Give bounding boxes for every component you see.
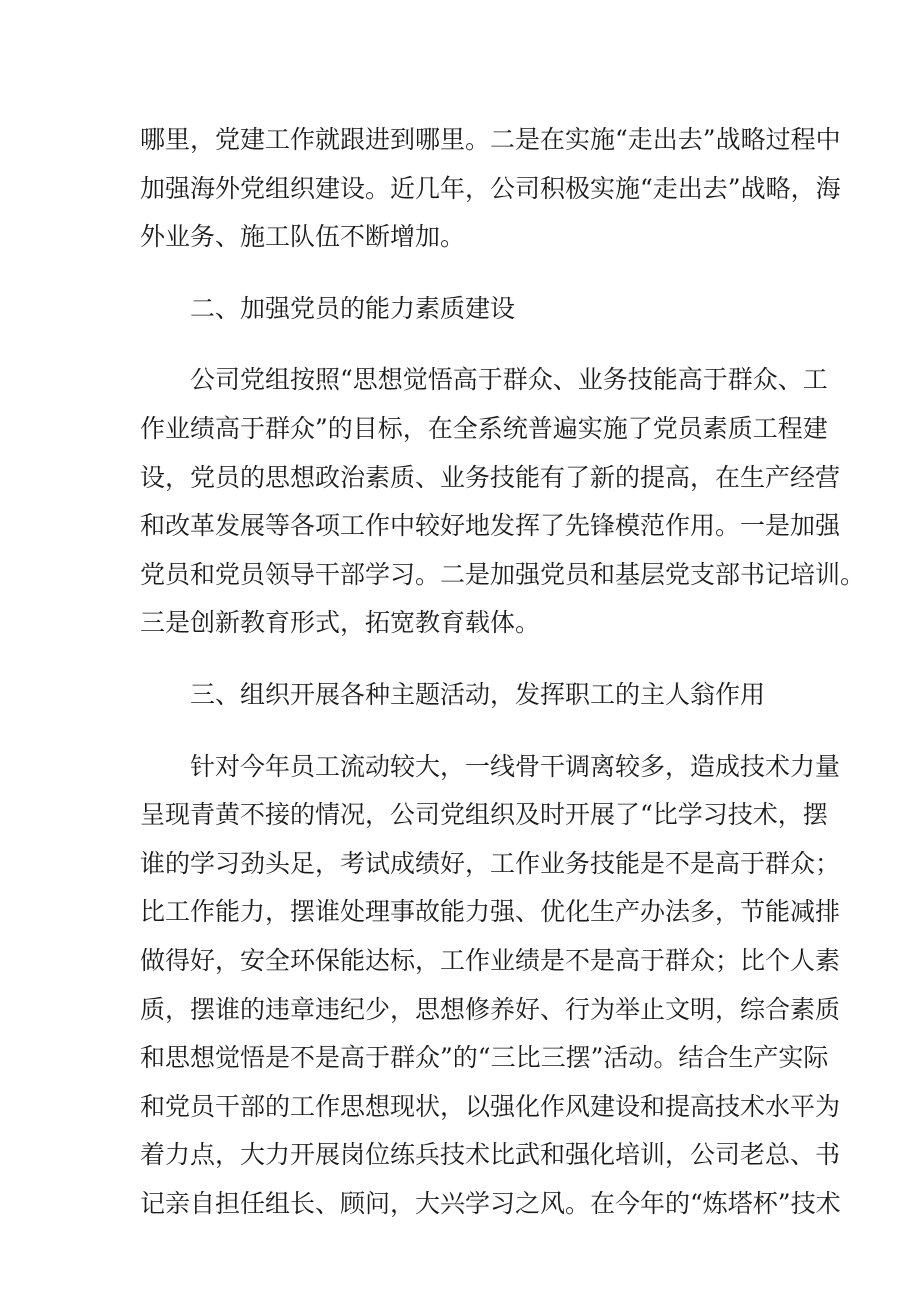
text-line: 和改革发展等各项工作中较好地发挥了先锋模范作用。一是加强 [140, 511, 841, 541]
text-line: 和党员干部的工作思想现状，以强化作风建设和提高技术水平为 [140, 1091, 841, 1121]
text-line: 针对今年员工流动较大，一线骨干调离较多，造成技术力量 [190, 751, 841, 781]
paragraph-theme-activities [140, 743, 841, 1229]
paragraph-overseas-party-building [140, 116, 841, 262]
text-line: 比工作能力，摆谁处理事故能力强、优化生产办法多，节能减排 [140, 897, 841, 927]
heading-text: 二、加强党员的能力素质建设 [190, 293, 516, 323]
text-line: 党员和党员领导干部学习。二是加强党员和基层党支部书记培训。 [140, 559, 866, 589]
text-line: 质，摆谁的违章违纪少，思想修养好、行为举止文明，综合素质 [140, 994, 841, 1024]
text-line: 设，党员的思想政治素质、业务技能有了新的提高，在生产经营 [140, 462, 841, 492]
text-line: 公司党组按照“思想觉悟高于群众、业务技能高于群众、工 [190, 365, 828, 395]
text-line: 记亲自担任组长、顾问，大兴学习之风。在今年的“炼塔杯”技术 [140, 1188, 841, 1218]
heading-text: 三、组织开展各种主题活动，发挥职工的主人翁作用 [190, 679, 766, 709]
text-line: 加强海外党组织建设。近几年，公司积极实施“走出去”战略，海 [140, 173, 841, 203]
text-line: 和思想觉悟是不是高于群众”的“三比三摆”活动。结合生产实际 [140, 1043, 829, 1073]
document-body [140, 116, 866, 1228]
section-heading-3 [140, 671, 788, 720]
text-line: 做得好，安全环保能达标，工作业绩是不是高于群众；比个人素 [140, 945, 841, 975]
text-line: 三是创新教育形式，拓宽教育载体。 [140, 608, 541, 638]
text-line: 作业绩高于群众”的目标，在全系统普遍实施了党员素质工程建 [140, 413, 828, 443]
text-line: 呈现青黄不接的情况，公司党组织及时开展了“比学习技术，摆 [140, 800, 828, 830]
text-line: 谁的学习劲头足，考试成绩好，工作业务技能是不是高于群众； [140, 848, 841, 878]
text-line: 着力点，大力开展岗位练兵技术比武和强化培训，公司老总、书 [140, 1140, 841, 1170]
section-heading-2 [140, 285, 788, 334]
text-line: 外业务、施工队伍不断增加。 [140, 222, 466, 252]
paragraph-member-quality [140, 356, 866, 648]
text-line: 哪里，党建工作就跟进到哪里。二是在实施“走出去”战略过程中 [140, 125, 841, 154]
